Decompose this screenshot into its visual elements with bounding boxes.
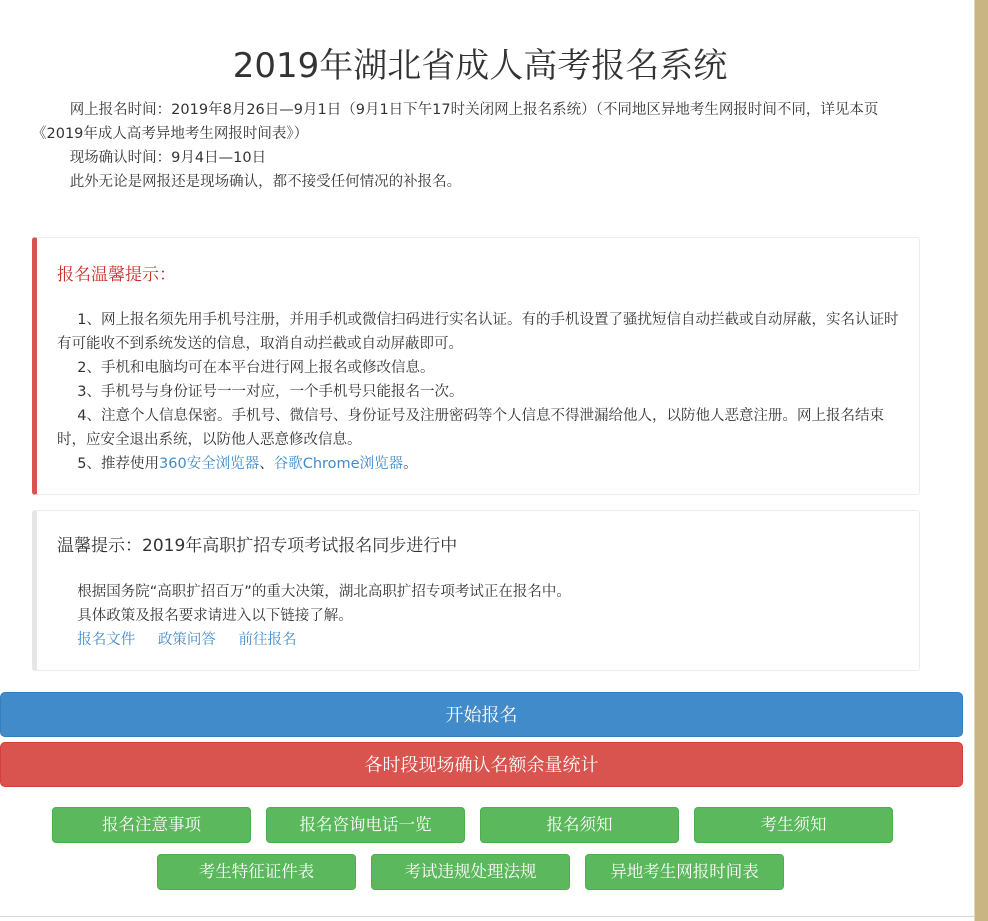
notice-item-5-separator: 、 [259, 456, 274, 472]
confirm-quota-stats-button[interactable]: 各时段现场确认名额余量统计 [0, 742, 963, 787]
notice-panel-title: 报名温馨提示： [57, 265, 176, 285]
bottom-divider [0, 916, 975, 917]
registration-notes-button[interactable]: 报名注意事项 [52, 807, 251, 843]
page-title: 2019年湖北省成人高考报名系统 [232, 46, 728, 86]
intro-line-no-late: 此外无论是网报还是现场确认，都不接受任何情况的补报名。 [69, 174, 462, 190]
browser-360-link[interactable]: 360安全浏览器 [159, 456, 260, 472]
right-rail [975, 0, 988, 921]
tip-link-row [57, 628, 905, 652]
notice-item-1: 1、网上报名须先用手机号注册，并用手机或微信扫码进行实名认证。有的手机设置了骚扰短信自动拦截或自动屏蔽，实名认证时有可能收不到系统发送的信息，取消自动拦截或自动屏蔽即可。 [57, 312, 899, 352]
intro-section [32, 98, 917, 194]
policy-file-link[interactable]: 报名文件 [77, 632, 136, 648]
tip-line-2: 具体政策及报名要求请进入以下链接了解。 [77, 608, 353, 624]
start-registration-button[interactable]: 开始报名 [0, 692, 963, 737]
candidate-guide-button[interactable]: 考生须知 [694, 807, 893, 843]
violation-rules-button[interactable]: 考试违规处理法规 [371, 854, 570, 890]
intro-line-confirm-time: 现场确认时间：9月4日—10日 [69, 150, 267, 166]
tip-panel-title: 温馨提示：2019年高职扩招专项考试报名同步进行中 [57, 536, 458, 556]
notice-item-5 [57, 452, 905, 476]
tip-panel-body [57, 580, 905, 652]
remote-schedule-button[interactable]: 异地考生网报时间表 [585, 854, 784, 890]
notice-item-4: 4、注意个人信息保密。手机号、微信号、身份证号及注册密码等个人信息不得泄漏给他人，以防他人恶意注册。网上报名结束时，应安全退出系统，以防他人恶意修改信息。 [57, 408, 885, 448]
browser-chrome-link[interactable]: 谷歌Chrome浏览器 [273, 456, 404, 472]
go-register-link[interactable]: 前往报名 [238, 632, 297, 648]
policy-qa-link[interactable]: 政策问答 [157, 632, 216, 648]
notice-item-5-suffix: 。 [403, 456, 418, 472]
consult-phone-list-button[interactable]: 报名咨询电话一览 [266, 807, 465, 843]
notice-item-3: 3、手机号与身份证号一一对应，一个手机号只能报名一次。 [77, 384, 464, 400]
notice-panel-body [57, 308, 905, 476]
notice-item-5-prefix: 5、推荐使用 [77, 456, 160, 472]
tip-line-1: 根据国务院“高职扩招百万”的重大决策，湖北高职扩招专项考试正在报名中。 [77, 584, 571, 600]
candidate-document-table-button[interactable]: 考生特征证件表 [157, 854, 356, 890]
registration-guide-button[interactable]: 报名须知 [480, 807, 679, 843]
intro-line-online-time: 网上报名时间：2019年8月26日—9月1日（9月1日下午17时关闭网上报名系统）（不同地区异地考生网报时间不同，详见本页《2019年成人高考异地考生网报时间表》） [32, 102, 879, 142]
notice-item-2: 2、手机和电脑均可在本平台进行网上报名或修改信息。 [77, 360, 435, 376]
